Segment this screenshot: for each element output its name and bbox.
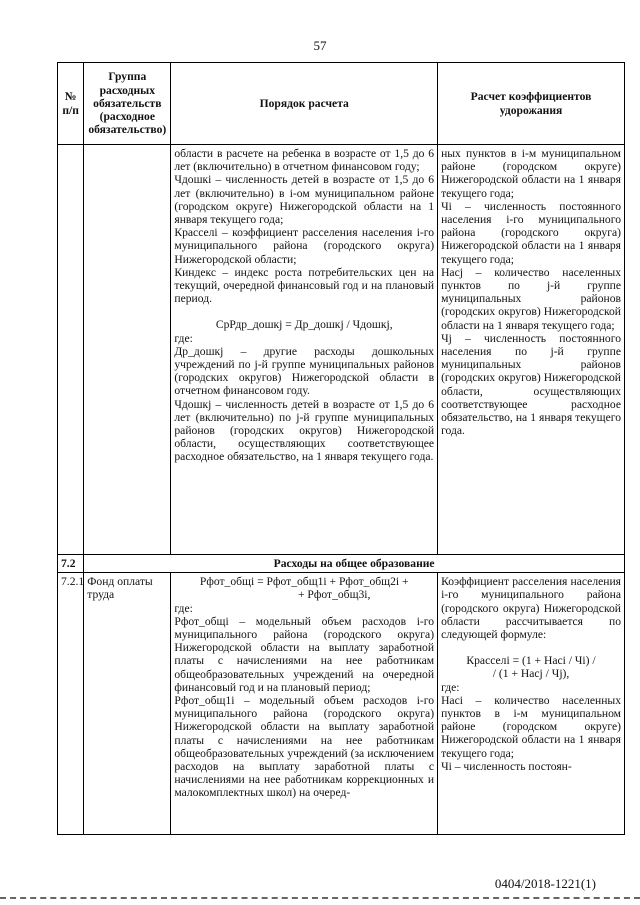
document-code: 0404/2018-1221(1) [494,876,596,891]
row1-number [58,145,84,555]
calc-text: Чдошкі – численность детей в возрасте от 1,5 до 6 лет (включительно) в і-ом муниципальном районе (городском округе) Нижегородской области на 1 января текущего года; [174,173,435,227]
calc-text: где: [174,331,193,345]
section-number: 7.2 [58,555,84,573]
calc-text: Др_дошкj – другие расходы дошкольных учреждений по j-й группе муниципальных районов (городских округов) Нижегородской области в отчетном финансовом году. [174,344,435,398]
calc-text: области в расчете на ребенка в возрасте от 1,5 до 6 лет (включительно) в отчетном финансовом году; [174,147,435,174]
row2-group: Фонд оплаты труда [84,573,171,835]
row2-calculation [171,573,438,835]
coef-text: Чі – численность постоянного населения і-го муниципального района (городского округа) Нижегородской области на 1 января текущего года; [441,199,621,266]
coef-text: где: [441,680,460,694]
header-coefficient: Расчет коэффициентов удорожания [438,63,625,145]
calc-text: Рфот_общ1і – модельный объем расходов і-го муниципального района (городского округа) Нижегородской области на выплату заработной платы с начислениями на нее работникам общеобразовательных учреждений (за исключением расходов на выплату заработной платы с начислениями на нее работникам коррекционных и малокомплектных школ) на очеред- [174,694,435,800]
calc-text: где: [174,601,193,615]
page-divider [0,897,640,899]
calc-text: Красселі – коэффициент расселения населения і-го муниципального района (городского округа) Нижегородской области; [174,226,435,266]
formula: СрРдр_дошкj = Др_дошкj / Чдошкj, [215,318,393,332]
table-row [58,573,625,835]
calc-text: Чдошкj – численность детей в возрасте от 1,5 до 6 лет (включительно) по j-й группе муниципальных районов (городских округов) Нижегородской области, осуществляющих соответствующее расходное обязательство, на 1 января текущего года. [174,397,435,464]
coef-text: Насі – количество населенных пунктов в і-м муниципальном районе (городском округе) Нижегородской области на 1 января текущего года; [441,693,621,760]
coef-text: Насj – количество населенных пунктов по j-й группе муниципальных районов (городских округов) Нижегородской области на 1 января текущего года; [441,265,621,332]
header-number: № п/п [58,63,84,145]
coef-text: Чі – численность постоян- [441,759,572,773]
section-title: Расходы на общее образование [84,555,625,573]
calc-text: Киндекс – индекс роста потребительских цен на текущий, очередной финансовый год и на плановый период. [174,265,435,306]
coef-text: ных пунктов в і-м муниципальном районе (городском округе) Нижегородской области на 1 января текущего года; [441,147,621,200]
section-row [58,555,625,573]
header-calculation: Порядок расчета [171,63,438,145]
table-row [58,145,625,555]
row2-coefficient [438,573,625,835]
page-number: 57 [313,38,327,53]
row1-calculation [171,145,438,555]
row2-number: 7.2.1 [58,573,84,835]
row1-group [84,145,171,555]
calculation-table [57,62,625,835]
header-group: Группа расходных обязательств (расходное обязательство) [84,63,171,145]
table-header-row [58,63,625,145]
formula: + Рфот_общ3і, [297,588,371,602]
coef-text: Коэффициент расселения населения і-го муниципального района (городского округа) Нижегородской области рассчитывается по следующей формуле: [441,575,621,642]
coef-formula: / (1 + Насj / Чj), [492,667,570,681]
coef-text: Чj – численность постоянного населения по j-й группе муниципальных районов (городских округов) Нижегородской области, осуществляющих соответствующее расходное обязательство, на 1 января текущего года. [441,331,621,438]
formula: Рфот_общі = Рфот_общ1і + Рфот_общ2і + [199,575,409,589]
calc-text: Рфот_общі – модельный объем расходов і-го муниципального района (городского округа) Нижегородской области на выплату заработной платы с начислениями на нее работникам общеобразовательных учреждений на очередной финансовый год и на плановый период; [174,614,435,694]
row1-coefficient [438,145,625,555]
coef-formula: Красселі = (1 + Насі / Чі) / [466,654,596,668]
